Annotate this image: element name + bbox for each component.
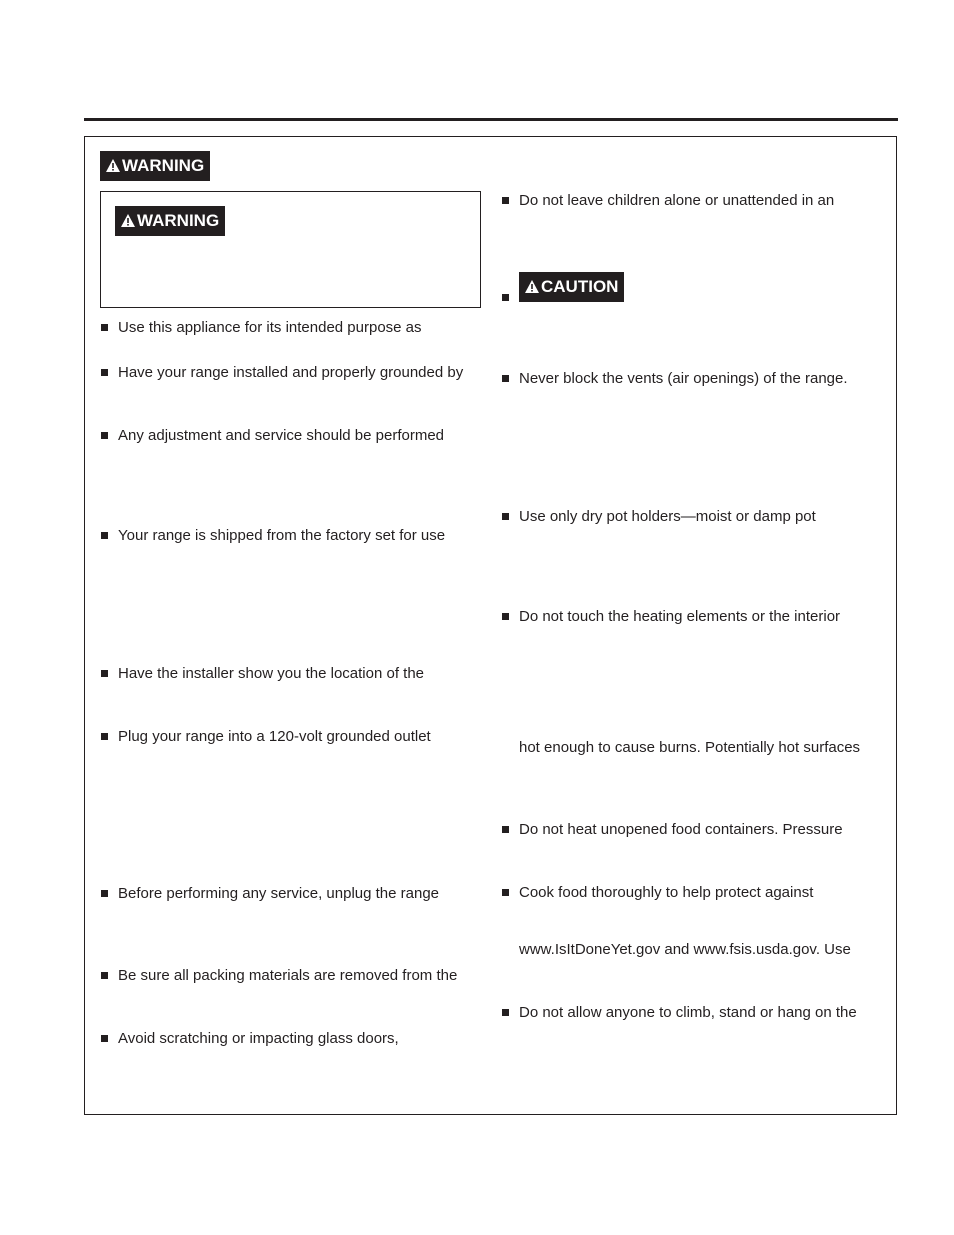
- bullet-icon: [502, 375, 509, 382]
- bullet-icon: [101, 670, 108, 677]
- bullet-icon: [502, 613, 509, 620]
- bullet-icon: [101, 733, 108, 740]
- list-item: Do not heat unopened food containers. Pressure: [519, 821, 843, 838]
- list-item: Do not leave children alone or unattended in an: [519, 192, 835, 209]
- bullet-icon: [101, 532, 108, 539]
- list-item: Have your range installed and properly grounded by: [118, 364, 464, 381]
- bullet-icon: [502, 1009, 509, 1016]
- list-item: Cook food thoroughly to help protect against: [519, 884, 814, 901]
- warning-badge: [100, 151, 210, 181]
- bullet-icon: [502, 826, 509, 833]
- warning-triangle-icon: [121, 214, 135, 227]
- header-rule: [84, 118, 898, 121]
- list-item: Be sure all packing materials are removed from the: [118, 967, 458, 984]
- list-item: Do not touch the heating elements or the interior: [519, 608, 841, 625]
- bullet-icon: [101, 324, 108, 331]
- list-item: Before performing any service, unplug the range: [118, 885, 440, 902]
- bullet-icon: [101, 369, 108, 376]
- list-item: Avoid scratching or impacting glass doors,: [118, 1030, 399, 1047]
- warning-triangle-icon: [525, 280, 539, 293]
- bullet-icon: [101, 1035, 108, 1042]
- caution-badge-label: CAUTION: [541, 277, 619, 296]
- inner-warning-badge-label: WARNING: [137, 211, 220, 230]
- list-item-continuation: www.IsItDoneYet.gov and www.fsis.usda.gov. Use: [519, 941, 851, 958]
- warning-triangle-icon: [106, 159, 120, 172]
- caution-badge: [519, 272, 624, 302]
- list-item: Have the installer show you the location of the: [118, 665, 425, 682]
- bullet-icon: [502, 294, 509, 301]
- inner-warning-badge: [115, 206, 225, 236]
- bullet-icon: [101, 890, 108, 897]
- bullet-icon: [502, 889, 509, 896]
- list-item: Do not allow anyone to climb, stand or hang on the: [519, 1004, 857, 1021]
- list-item: Your range is shipped from the factory set for use: [118, 527, 446, 544]
- list-item: Any adjustment and service should be performed: [118, 427, 445, 444]
- warning-badge-label: WARNING: [122, 156, 205, 175]
- list-item: Never block the vents (air openings) of the range.: [519, 370, 848, 387]
- bullet-icon: [502, 197, 509, 204]
- list-item: Plug your range into a 120-volt grounded outlet: [118, 728, 431, 745]
- bullet-icon: [101, 972, 108, 979]
- bullet-icon: [502, 513, 509, 520]
- list-item: Use only dry pot holders—moist or damp pot: [519, 508, 816, 525]
- list-item-continuation: hot enough to cause burns. Potentially hot surfaces: [519, 739, 861, 756]
- list-item: Use this appliance for its intended purpose as: [118, 319, 422, 336]
- bullet-icon: [101, 432, 108, 439]
